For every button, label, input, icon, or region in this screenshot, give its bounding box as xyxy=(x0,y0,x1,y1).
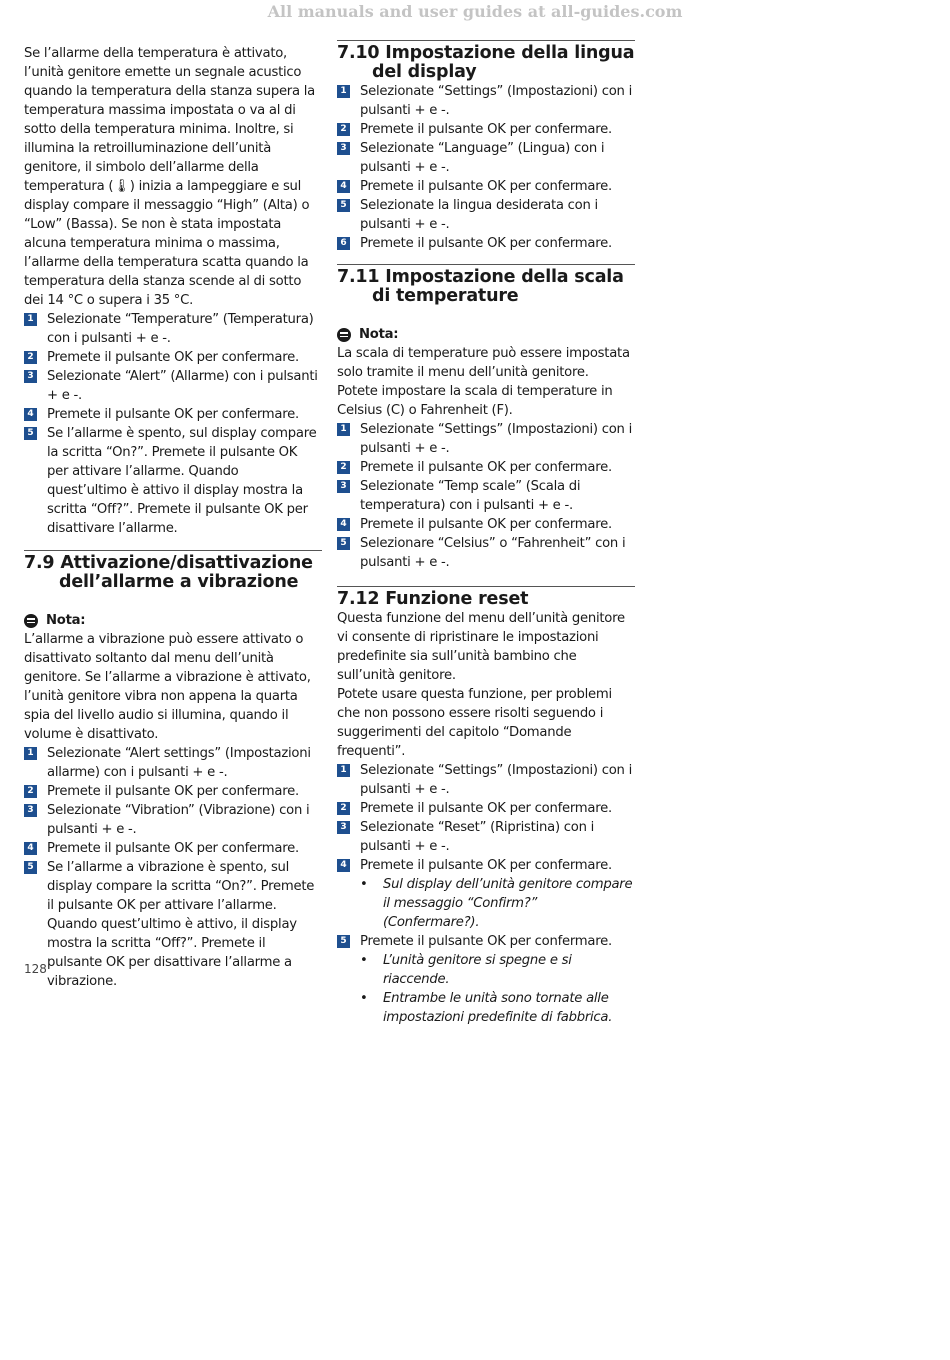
step-number: 1 xyxy=(24,747,37,760)
step-number: 2 xyxy=(337,123,350,136)
step-item xyxy=(337,856,635,932)
watermark: All manuals and user guides at all-guides.com xyxy=(267,2,683,21)
step-text: Se l’allarme a vibrazione è spento, sul display compare la scritta “On?”. Premete il pulsante OK per attivare l’allarme. Quando quest’ultimo è attivo, il display mostra la scritta “Off?”. Premete il pulsante OK per disattivare l’allarme a vibrazione. xyxy=(47,860,315,989)
step-item xyxy=(24,424,322,538)
step-item xyxy=(337,139,635,177)
step-number: 5 xyxy=(337,199,350,212)
step-number: 2 xyxy=(24,351,37,364)
step-text: Premete il pulsante OK per confermare. xyxy=(360,934,612,949)
section-7-12-heading xyxy=(337,586,635,609)
section-7-10-heading xyxy=(337,40,635,82)
step-number: 6 xyxy=(337,237,350,250)
note-label: Nota: xyxy=(359,327,399,342)
section-7-11-heading xyxy=(337,264,635,306)
step-text: Premete il pulsante OK per confermare. xyxy=(360,801,612,816)
bullet-list xyxy=(360,875,635,932)
step-text: Selezionate “Settings” (Impostazioni) con i pulsanti + e -. xyxy=(360,422,633,456)
left-column xyxy=(24,44,322,991)
step-item xyxy=(24,744,322,782)
note-text: La scala di temperature può essere impostata solo tramite il menu dell’unità genitore. xyxy=(337,346,630,380)
step-text: Selezionate “Vibration” (Vibrazione) con i pulsanti + e -. xyxy=(47,803,310,837)
temperature-alarm-steps xyxy=(24,310,322,538)
step-item xyxy=(24,801,322,839)
step-text: Premete il pulsante OK per confermare. xyxy=(47,784,299,799)
step-number: 1 xyxy=(337,423,350,436)
step-item xyxy=(24,310,322,348)
step-item xyxy=(337,234,635,253)
step-item xyxy=(24,405,322,424)
bullet-list xyxy=(360,951,635,1027)
step-item xyxy=(337,477,635,515)
step-item xyxy=(24,858,322,991)
step-text: Selezionate “Temp scale” (Scala di temperatura) con i pulsanti + e -. xyxy=(360,479,581,513)
section-title-line1: Impostazione della lingua xyxy=(385,43,635,63)
step-number: 4 xyxy=(337,180,350,193)
step-item xyxy=(337,932,635,1027)
step-text: Premete il pulsante OK per confermare. xyxy=(47,350,299,365)
section-title-line1: Attivazione/disattivazione xyxy=(60,553,313,573)
step-item xyxy=(24,782,322,801)
step-item xyxy=(337,818,635,856)
bullet-item: • L’unità genitore si spegne e si riaccende. xyxy=(360,951,635,989)
step-text: Se l’allarme è spento, sul display compare la scritta “On?”. Premete il pulsante OK per attivare l’allarme. Quando quest’ultimo è attivo il display mostra la scritta “Off?”. Premete il pulsante OK per disattivare l’allarme. xyxy=(47,426,317,536)
note-heading xyxy=(24,611,322,630)
temperature-scale-steps xyxy=(337,420,635,572)
step-item xyxy=(337,420,635,458)
step-item xyxy=(24,839,322,858)
section-number: 7.11 xyxy=(337,267,380,287)
step-item xyxy=(337,515,635,534)
section-title-line2: di temperature xyxy=(372,286,519,306)
step-number: 4 xyxy=(24,408,37,421)
section-title-line2: dell’allarme a vibrazione xyxy=(59,572,299,592)
step-number: 3 xyxy=(24,804,37,817)
bullet-item: • Entrambe le unità sono tornate alle impostazioni predefinite di fabbrica. xyxy=(360,989,635,1027)
page-number: 128 xyxy=(24,962,47,976)
step-item xyxy=(24,348,322,367)
step-text: Premete il pulsante OK per confermare. xyxy=(47,407,299,422)
step-item xyxy=(337,82,635,120)
step-text: Selezionate la lingua desiderata con i pulsanti + e -. xyxy=(360,198,598,232)
section-number: 7.9 xyxy=(24,553,55,573)
section-title-line2: del display xyxy=(372,62,477,82)
vibration-steps xyxy=(24,744,322,991)
section-number: 7.12 xyxy=(337,589,380,609)
step-text: Selezionare “Celsius” o “Fahrenheit” con i pulsanti + e -. xyxy=(360,536,626,570)
step-text: Selezionate “Settings” (Impostazioni) con i pulsanti + e -. xyxy=(360,763,633,797)
step-number: 4 xyxy=(337,859,350,872)
step-item xyxy=(337,799,635,818)
note-icon xyxy=(337,328,351,342)
step-number: 5 xyxy=(24,427,37,440)
section-7-9-heading xyxy=(24,550,322,592)
step-number: 3 xyxy=(337,480,350,493)
step-item xyxy=(337,534,635,572)
step-text: Premete il pulsante OK per confermare. xyxy=(360,122,612,137)
step-text: Premete il pulsante OK per confermare. xyxy=(47,841,299,856)
step-number: 5 xyxy=(337,935,350,948)
step-item xyxy=(24,367,322,405)
step-text: Premete il pulsante OK per confermare. xyxy=(360,236,612,251)
language-steps xyxy=(337,82,635,253)
step-text: Premete il pulsante OK per confermare. xyxy=(360,517,612,532)
step-number: 1 xyxy=(337,764,350,777)
step-number: 2 xyxy=(337,802,350,815)
note-heading xyxy=(337,325,635,344)
step-number: 3 xyxy=(24,370,37,383)
paragraph: Potete usare questa funzione, per problemi che non possono essere risolti seguendo i suggerimenti del capitolo “Domande frequenti”. xyxy=(337,687,612,759)
step-text: Selezionate “Alert” (Allarme) con i pulsanti + e -. xyxy=(47,369,318,403)
step-text: Premete il pulsante OK per confermare. xyxy=(360,179,612,194)
paragraph: Questa funzione del menu dell’unità genitore vi consente di ripristinare le impostazioni predefinite sia sull’unità bambino che sull’unità genitore. xyxy=(337,611,625,683)
section-number: 7.10 xyxy=(337,43,380,63)
step-item xyxy=(337,761,635,799)
step-number: 5 xyxy=(24,861,37,874)
step-number: 5 xyxy=(337,537,350,550)
step-number: 2 xyxy=(337,461,350,474)
step-text: Selezionate “Alert settings” (Impostazioni allarme) con i pulsanti + e -. xyxy=(47,746,311,780)
step-text: Selezionate “Reset” (Ripristina) con i pulsanti + e -. xyxy=(360,820,595,854)
reset-steps xyxy=(337,761,635,1027)
section-title-line1: Funzione reset xyxy=(385,589,529,609)
right-column xyxy=(337,44,635,1027)
step-text: Selezionate “Language” (Lingua) con i pulsanti + e -. xyxy=(360,141,605,175)
step-text: Premete il pulsante OK per confermare. xyxy=(360,460,612,475)
step-item xyxy=(337,120,635,139)
temperature-alarm-intro: Se l’allarme della temperatura è attivato, l’unità genitore emette un segnale acustico quando la temperatura della stanza supera la temperatura massima impostata o va al di sotto della temperatura minima. Inoltre, si illumina la retroilluminazione dell’unità genitore, il simbolo dell’allarme della temperatura (🌡) inizia a lampeggiare e sul display compare il messaggio “High” (Alta) o “Low” (Bassa). Se non è stata impostata alcuna temperatura minima o massima, l’allarme della temperatura scatta quando la temperatura della stanza scende al di sotto dei 14 °C o supera i 35 °C. xyxy=(24,46,315,308)
step-number: 2 xyxy=(24,785,37,798)
step-number: 3 xyxy=(337,142,350,155)
step-number: 4 xyxy=(24,842,37,855)
note-icon xyxy=(24,614,38,628)
step-number: 1 xyxy=(24,313,37,326)
section-title-line1: Impostazione della scala xyxy=(385,267,624,287)
step-number: 4 xyxy=(337,518,350,531)
step-item xyxy=(337,196,635,234)
step-text: Premete il pulsante OK per confermare. xyxy=(360,858,612,873)
note-text: L’allarme a vibrazione può essere attivato o disattivato soltanto dal menu dell’unità genitore. Se l’allarme a vibrazione è attivato, l’unità genitore vibra non appena la quarta spia del livello audio si illumina, quando il volume è disattivato. xyxy=(24,632,311,742)
paragraph: Potete impostare la scala di temperature in Celsius (C) o Fahrenheit (F). xyxy=(337,384,613,418)
step-text: Selezionate “Settings” (Impostazioni) con i pulsanti + e -. xyxy=(360,84,633,118)
step-text: Selezionate “Temperature” (Temperatura) con i pulsanti + e -. xyxy=(47,312,314,346)
step-number: 1 xyxy=(337,85,350,98)
note-label: Nota: xyxy=(46,613,86,628)
bullet-item: • Sul display dell’unità genitore compare il messaggio “Confirm?” (Confermare?). xyxy=(360,875,635,932)
step-number: 3 xyxy=(337,821,350,834)
step-item xyxy=(337,458,635,477)
step-item xyxy=(337,177,635,196)
